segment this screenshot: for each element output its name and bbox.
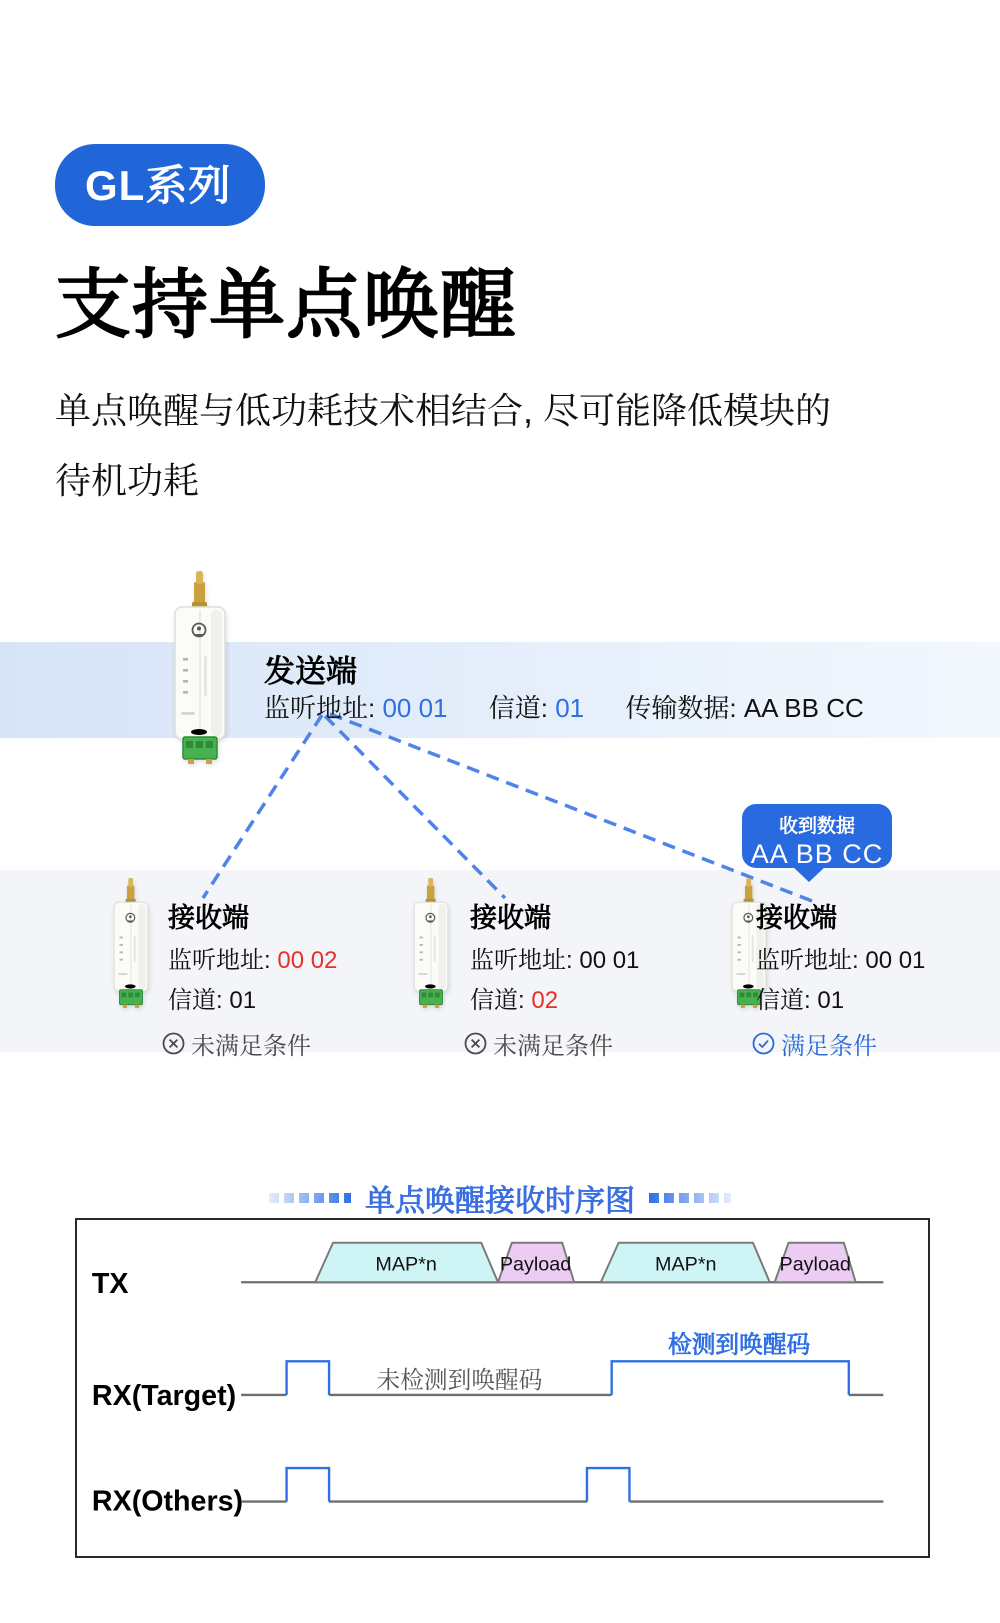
receiver1-module-image [96, 874, 166, 1010]
receiver2-listen-row [470, 940, 639, 975]
bubble-tail [792, 866, 826, 882]
receiver2-listen-label: 监听地址: [470, 947, 580, 974]
receiver3-status-text: 满足条件 [781, 1033, 877, 1060]
page-title: 支持单点唤醒 [55, 263, 517, 348]
title-dashes-right [649, 1193, 731, 1203]
rx-target-row-label: RX(Target) [91, 1379, 237, 1412]
subtitle-line-1: 单点唤醒与低功耗技术相结合, 尽可能降低模块的 [55, 390, 832, 431]
detected-annotation: 检测到唤醒码 [668, 1332, 811, 1359]
map-segment-label-1: MAP*n [375, 1253, 437, 1276]
receiver3-listen-value: 00 01 [865, 947, 926, 974]
receiver2-module-image [396, 874, 466, 1010]
sender-channel-label: 信道: [488, 693, 556, 723]
receiver2-title: 接收端 [470, 903, 551, 933]
receiver3-status [752, 1026, 877, 1061]
sender-listen-label: 监听地址: [264, 693, 383, 723]
receiver2-channel-value: 02 [531, 987, 559, 1014]
receiver3-listen-label: 监听地址: [756, 947, 866, 974]
receiver3-title: 接收端 [756, 903, 837, 933]
circle-x-icon [464, 1032, 487, 1055]
received-data-bubble [742, 804, 892, 868]
circle-x-icon [162, 1032, 185, 1055]
receiver2-channel-row [470, 980, 558, 1015]
bubble-title: 收到数据 [778, 816, 855, 837]
series-badge: GL系列 [55, 144, 265, 226]
sender-channel-value: 01 [555, 693, 585, 723]
receiver3-listen-row [756, 940, 925, 975]
timing-diagram [75, 1218, 930, 1558]
receiver3-channel-row [756, 980, 844, 1015]
subtitle-line-2: 待机功耗 [55, 460, 200, 501]
receiver1-channel-label: 信道: [168, 987, 230, 1014]
receiver1-channel-value: 01 [229, 987, 257, 1014]
payload-segment-label-1: Payload [499, 1253, 572, 1276]
timing-title: 单点唤醒接收时序图 [365, 1185, 635, 1218]
bubble-value: AA BB CC [750, 839, 884, 869]
sender-info [264, 688, 898, 725]
receiver2-status-text: 未满足条件 [493, 1033, 613, 1060]
payload-segment-label-2: Payload [779, 1253, 851, 1276]
timing-waveforms [77, 1220, 924, 1552]
receiver1-listen-value: 00 02 [277, 947, 338, 974]
receiver1-status-text: 未满足条件 [191, 1033, 311, 1060]
receiver2-listen-value: 00 01 [579, 947, 640, 974]
receiver3-channel-value: 01 [817, 987, 845, 1014]
title-dashes-left [269, 1193, 351, 1203]
receiver2-channel-label: 信道: [470, 987, 532, 1014]
timing-title-row [0, 1176, 1000, 1220]
receiver1-listen-row [168, 940, 337, 975]
not-detected-annotation: 未检测到唤醒码 [376, 1367, 543, 1394]
receiver1-status [162, 1026, 311, 1061]
receiver1-channel-row [168, 980, 256, 1015]
receiver1-listen-label: 监听地址: [168, 947, 278, 974]
page-subtitle [55, 376, 831, 516]
receiver2-status [464, 1026, 613, 1061]
receiver3-channel-label: 信道: [756, 987, 818, 1014]
check-circle-icon [752, 1032, 775, 1055]
sender-module-image [148, 566, 252, 766]
receiver1-title: 接收端 [168, 903, 249, 933]
tx-row-label: TX [91, 1268, 129, 1301]
sender-title: 发送端 [264, 654, 357, 689]
sender-data-label: 传输数据: [625, 693, 744, 723]
map-segment-label-2: MAP*n [655, 1253, 717, 1276]
rx-others-row-label: RX(Others) [91, 1485, 244, 1518]
sender-listen-value: 00 01 [382, 693, 448, 723]
sender-data-value: AA BB CC [743, 693, 864, 723]
